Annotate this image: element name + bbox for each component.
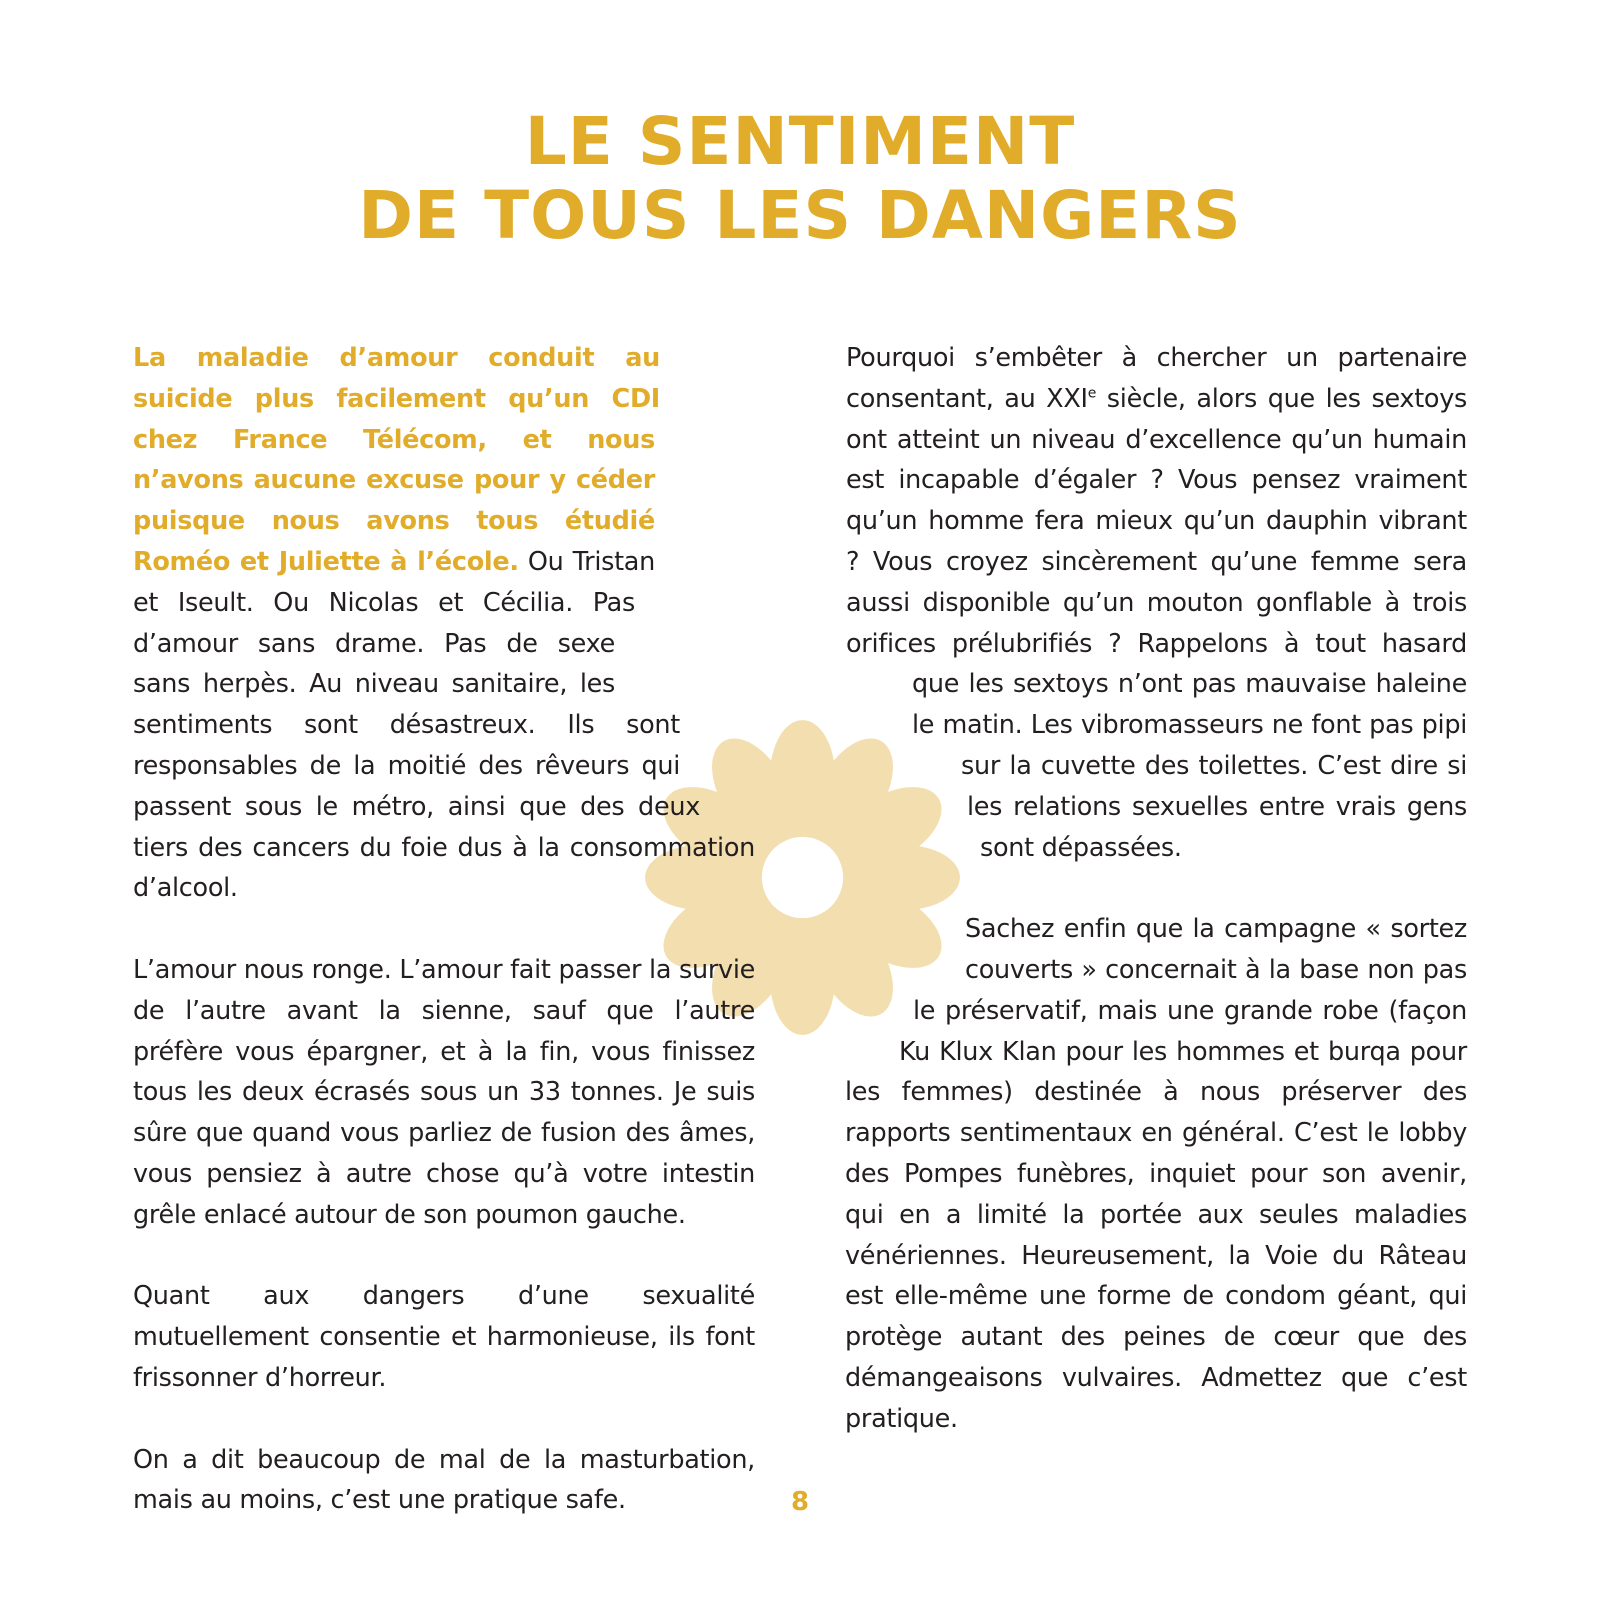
paragraph-text: Ou Tristan et Iseult. Ou Nicolas et Cécilia. Pas d’amour sans drame. Pas de sexe sans herpès. Au niveau sanitaire, les sentiments sont désastreux. Ils sont responsables de la moitié des rêveurs qui passent sous le métro, ainsi que des deux tiers des cancers du foie dus à la consommation d’alcool.	[133, 546, 755, 904]
left-paragraph-2: L’amour nous ronge. L’amour fait passer la survie de l’autre avant la sienne, sauf que l’autre préfère vous épargner, et à la fin, vous finissez tous les deux écrasés sous un 33 tonnes. Je suis sûre que quand vous parliez de fusion des âmes, vous pensiez à autre chose qu’à votre intestin grêle enlacé autour de son poumon gauche.	[133, 954, 755, 1230]
left-paragraph-3: Quant aux dangers d’une sexualité mutuellement consentie et harmonieuse, ils font frissonner d’horreur.	[133, 1281, 755, 1393]
page-number: 8	[790, 1487, 810, 1517]
lead-text: La maladie d’amour conduit au suicide plus facilement qu’un CDI chez France Télécom, et nous n’avons aucune excuse pour y céder puisque nous avons tous étudié Roméo et Juliette à l’école.	[133, 343, 660, 577]
right-paragraph-2: Sachez enfin que la campagne « sortez couverts » concernait à la base non pas le préservatif, mais une grande robe (façon Ku Klux Klan pour les hommes et burqa pour les femmes) destinée à nous préserver des rapports sentimentaux en général. C’est le lobby des Pompes funèbres, inquiet pour son avenir, qui en a limité la portée aux seules maladies vénériennes. Heureusement, la Voie du Râteau est elle-même une forme de condom géant, qui protège autant des peines de cœur que des démangeaisons vulvaires. Admettez que c’est pratique.	[845, 914, 1467, 1434]
title-line-1: LE SENTIMENT	[524, 103, 1076, 180]
page-title	[0, 105, 1600, 253]
left-column	[133, 338, 755, 1562]
title-line-2: DE TOUS LES DANGERS	[358, 177, 1242, 254]
right-column	[845, 338, 1467, 1480]
left-paragraph-4: On a dit beaucoup de mal de la masturbation, mais au moins, c’est une pratique safe.	[133, 1444, 755, 1516]
superscript: e	[1087, 385, 1097, 402]
paragraph-text: Pourquoi s’embêter à chercher un partenaire consentant, au XXI	[846, 343, 1467, 414]
paragraph-text: siècle, alors que les sextoys ont atteint un niveau d’excellence qu’un humain est incapable d’égaler ? Vous pensez vraiment qu’un homme fera mieux qu’un dauphin vibrant ? Vous croyez sincèrement qu’une femme sera aussi disponible qu’un mouton gonflable à trois orifices prélubrifiés ? Rappelons à tout hasard que les sextoys n’ont pas mauvaise haleine le matin. Les vibromasseurs ne font pas pipi sur la cuvette des toilettes. C’est dire si les relations sexuelles entre vrais gens sont dépassées.	[846, 383, 1467, 863]
